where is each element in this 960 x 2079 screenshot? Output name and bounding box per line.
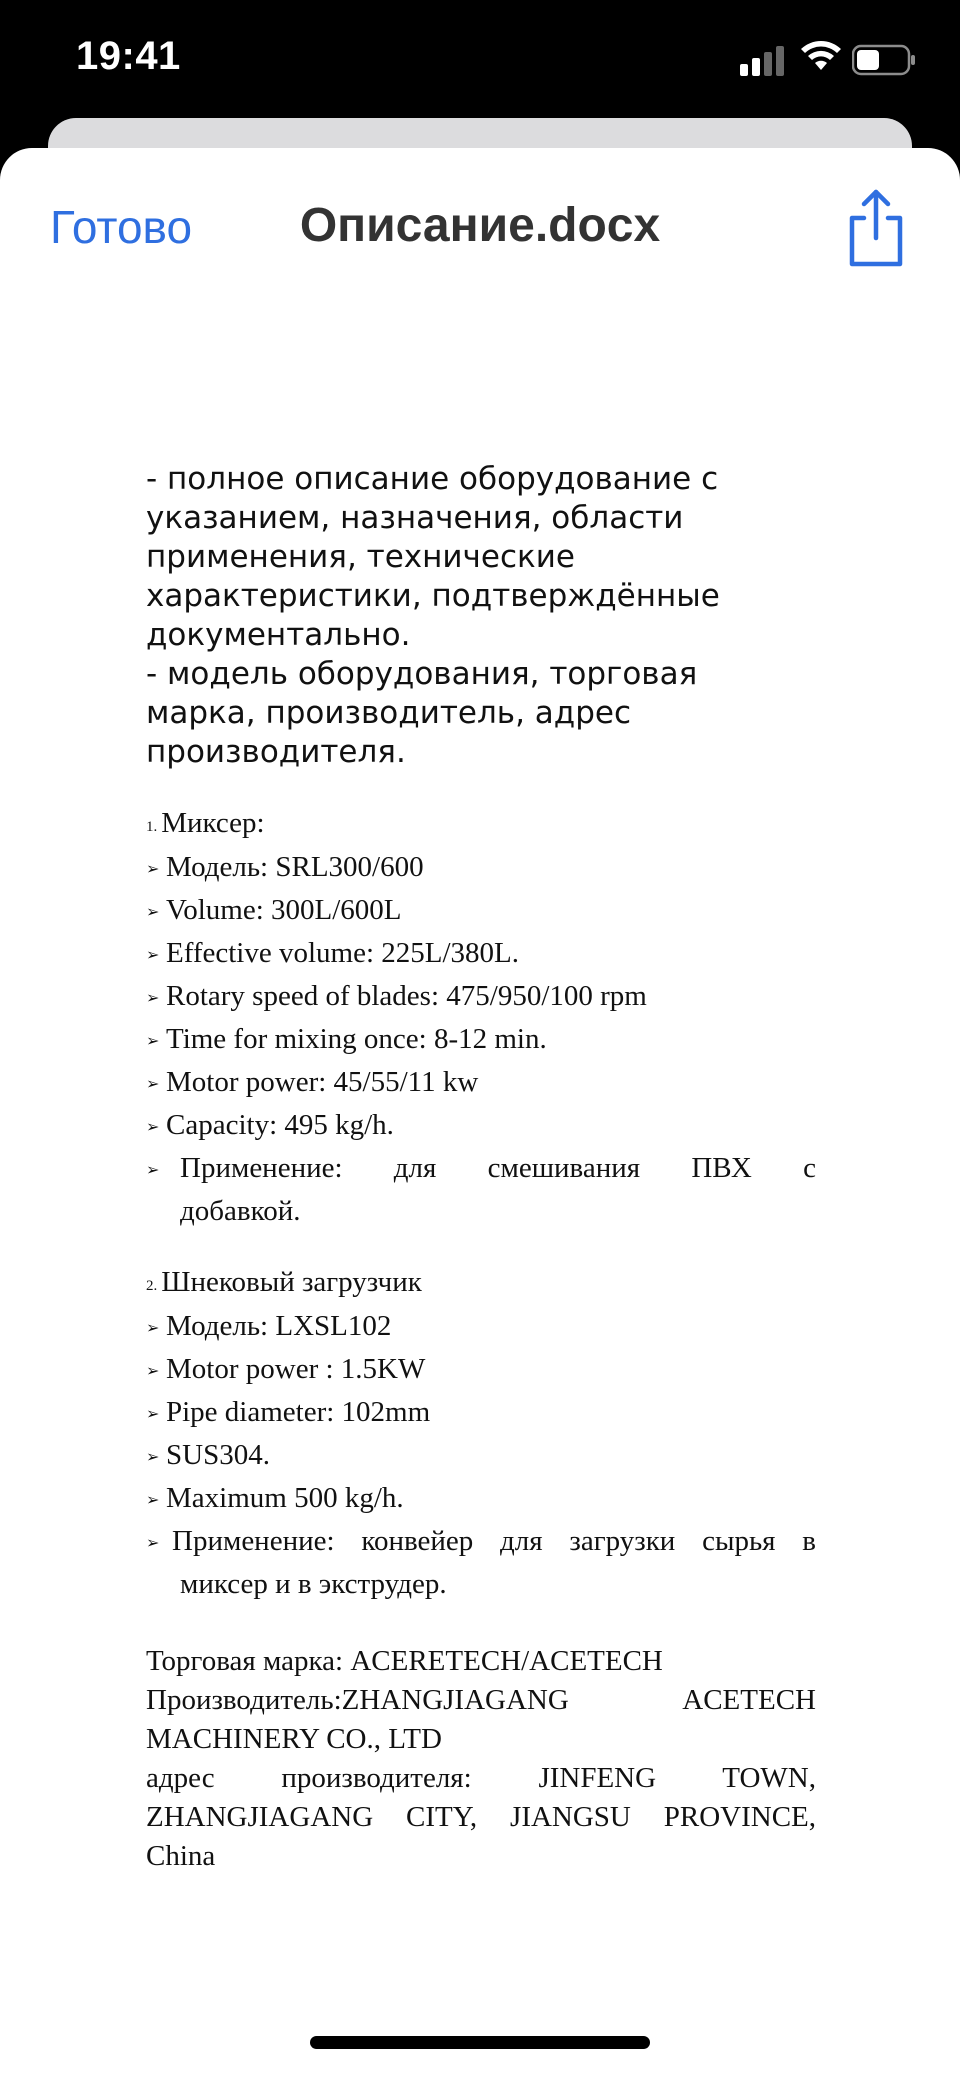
intro-paragraph: - модель оборудования, торговая марка, производитель, адрес производителя.: [146, 656, 698, 770]
trade-brand: Торговая марка: ACERETECH/ACETECH: [146, 1645, 663, 1677]
arrow-bullet-icon: ➢: [146, 1119, 160, 1136]
list-item-continuation: миксер и в экструдер.: [180, 1568, 447, 1600]
list-item: ➢ Модель: SRL300/600: [146, 848, 816, 891]
manufacturer-info: [146, 1642, 816, 1876]
address-line: адрес производителя: JINFENG TOWN,: [146, 1762, 816, 1794]
share-icon[interactable]: [844, 188, 908, 268]
section-heading: [146, 1263, 816, 1307]
wifi-icon: [800, 40, 842, 74]
list-item: ➢ Применение: конвейер для загрузки сырья в: [146, 1522, 816, 1565]
list-item: ➢ Capacity: 495 kg/h.: [146, 1106, 816, 1149]
address-line: China: [146, 1840, 216, 1872]
section-number: 2.: [146, 1278, 158, 1294]
section-title: Миксер:: [161, 807, 265, 839]
list-item: ➢ Rotary speed of blades: 475/950/100 rpm: [146, 977, 816, 1020]
list-item: ➢ Maximum 500 kg/h.: [146, 1479, 816, 1522]
list-item: ➢ Модель: LXSL102: [146, 1307, 816, 1350]
list-item: ➢ Time for mixing once: 8-12 min.: [146, 1020, 816, 1063]
section-number: 1.: [146, 819, 158, 835]
arrow-bullet-icon: ➢: [146, 904, 160, 921]
cellular-signal-icon: [740, 44, 788, 76]
document-body: [146, 460, 816, 1876]
section-title: Шнековый загрузчик: [161, 1266, 422, 1298]
arrow-bullet-icon: ➢: [146, 1033, 160, 1050]
arrow-bullet-icon: ➢: [146, 1449, 160, 1466]
arrow-bullet-icon: ➢: [146, 1320, 160, 1337]
address-line: ZHANGJIAGANG CITY, JIANGSU PROVINCE,: [146, 1801, 816, 1833]
list-item: ➢ SUS304.: [146, 1436, 816, 1479]
loader-section: [146, 1263, 816, 1604]
list-item: ➢ Effective volume: 225L/380L.: [146, 934, 816, 977]
intro-paragraph: - полное описание оборудование с указанием, назначения, области применения, технические характеристики, подтверждённые документально.: [146, 461, 720, 653]
arrow-bullet-icon: ➢: [146, 947, 160, 964]
list-item: ➢ Применение: для смешивания ПВХ с: [146, 1149, 816, 1192]
arrow-bullet-icon: ➢: [146, 1162, 160, 1179]
mixer-section: [146, 804, 816, 1231]
status-bar: [0, 0, 960, 118]
arrow-bullet-icon: ➢: [146, 861, 160, 878]
list-item: ➢ Motor power : 1.5KW: [146, 1350, 816, 1393]
battery-icon: [852, 44, 916, 76]
document-title: Описание.docx: [299, 199, 661, 252]
status-time: 19:41: [76, 34, 181, 78]
intro-text: [146, 460, 816, 772]
manufacturer-line: MACHINERY CO., LTD: [146, 1723, 442, 1755]
list-item: ➢ Pipe diameter: 102mm: [146, 1393, 816, 1436]
home-indicator[interactable]: [310, 2036, 650, 2049]
arrow-bullet-icon: ➢: [146, 1406, 160, 1423]
arrow-bullet-icon: ➢: [146, 1363, 160, 1380]
section-heading: [146, 804, 816, 848]
done-button[interactable]: Готово: [50, 201, 193, 253]
list-item-continuation: добавкой.: [180, 1195, 301, 1227]
manufacturer-line: Производитель:ZHANGJIAGANG ACETECH: [146, 1684, 816, 1716]
arrow-bullet-icon: ➢: [146, 1535, 160, 1552]
arrow-bullet-icon: ➢: [146, 1492, 160, 1509]
arrow-bullet-icon: ➢: [146, 990, 160, 1007]
arrow-bullet-icon: ➢: [146, 1076, 160, 1093]
list-item: ➢ Motor power: 45/55/11 kw: [146, 1063, 816, 1106]
list-item: ➢ Volume: 300L/600L: [146, 891, 816, 934]
